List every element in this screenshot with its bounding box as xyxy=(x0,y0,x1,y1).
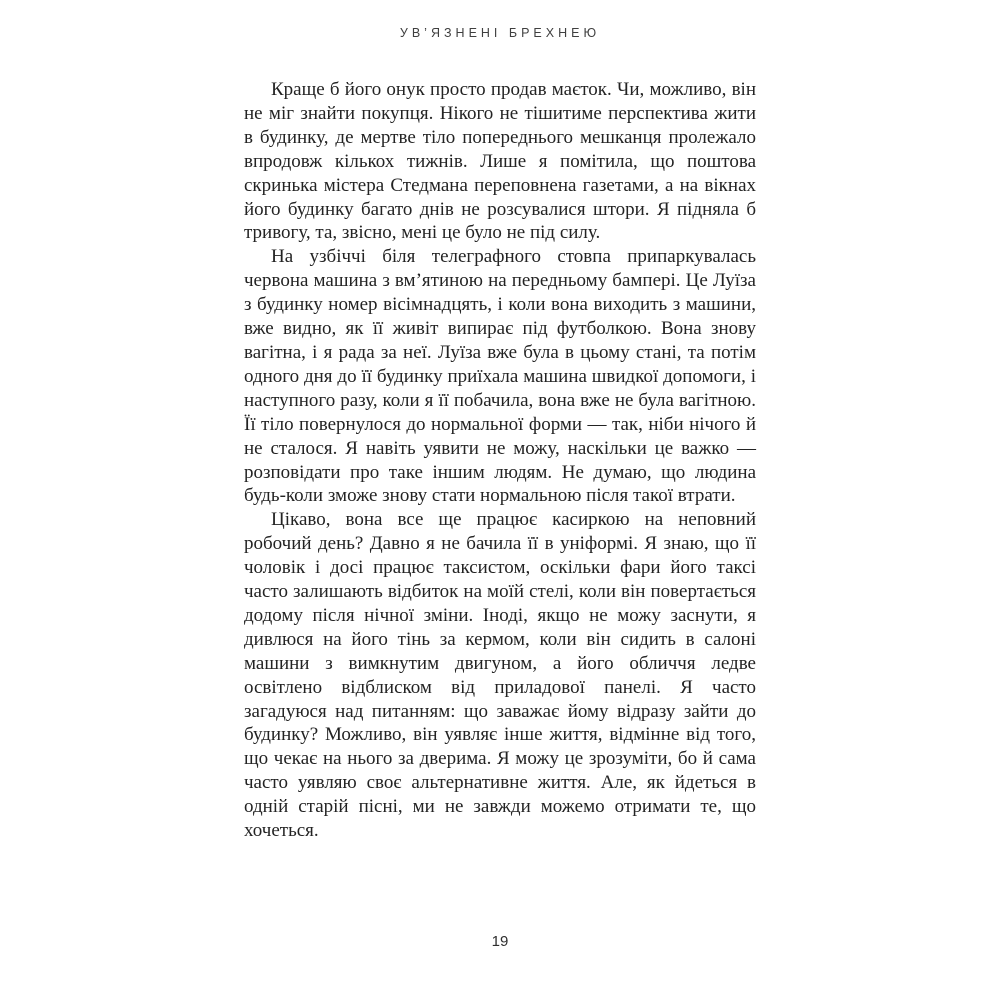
page-number: 19 xyxy=(491,933,509,950)
paragraph: Краще б його онук просто продав маєток. Чи, можливо, він не міг знайти покупця. Нікого не тішитиме перспектива жити в будинку, де мертве тіло попереднього мешканця пролежало впродовж кількох тижнів. Лише я помітила, що поштова скринька містера Стедмана переповнена газетами, а на вікнах його будинку багато днів не розсувалися штори. Я підняла б тривогу, та, звісно, мені це було не під силу. xyxy=(244,79,756,244)
running-header-title: УВ’ЯЗНЕНІ БРЕХНЕЮ xyxy=(399,26,601,40)
body-text-block xyxy=(244,78,756,843)
paragraph: На узбіччі біля телеграфного стовпа припаркувалась червона машина з вм’ятиною на передньому бампері. Це Луїза з будинку номер вісімнадцять, і коли вона виходить з машини, вже видно, як її живіт випирає під футболкою. Вона знову вагітна, і я рада за неї. Луїза вже була в цьому стані, та потім одного дня до її будинку приїхала машина швидкої допомоги, і наступного разу, коли я її побачила, вона вже не була вагітною. Її тіло повернулося до нормальної форми — так, ніби нічого й не сталося. Я навіть уявити не можу, наскільки це важко — розповідати про таке іншим людям. Не думаю, що людина будь-коли зможе знову стати нормальною після такої втрати. xyxy=(244,246,756,507)
paragraph: Цікаво, вона все ще працює касиркою на неповний робочий день? Давно я не бачила її в уніформі. Я знаю, що її чоловік і досі працює таксистом, оскільки фари його таксі часто залишають відбиток на моїй стелі, коли він повертається додому після нічної зміни. Іноді, якщо не можу заснути, я дивлюся на його тінь за кермом, коли він сидить в салоні машини з вимкнутим двигуном, а його обличчя ледве освітлено відблиском від приладової панелі. Я часто загадуюся над питанням: що заважає йому відразу зайти до будинку? Можливо, він уявляє інше життя, відмінне від того, що чекає на нього за дверима. Я можу це зрозуміти, бо й сама часто уявляю своє альтернативне життя. Але, як йдеться в одній старій пісні, ми не завжди можемо отримати те, що хочеться. xyxy=(244,509,756,842)
